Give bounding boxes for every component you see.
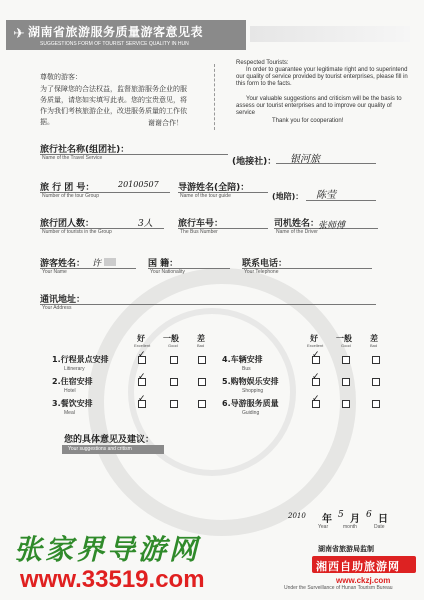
group-no-label-en: Number of the tour Group xyxy=(42,193,99,199)
supervisor-en: Under the Surveillance of Hunan Tourism Bureau xyxy=(284,585,393,591)
rating-header-excellent-right: 好 xyxy=(310,334,318,343)
check-mark-itinerary: ✓ xyxy=(138,350,146,360)
rating-item-shopping: 5.购物娱乐安排 xyxy=(222,377,279,386)
rating-header-good-left: 一般 xyxy=(163,334,179,343)
checkbox-bus-good[interactable] xyxy=(342,356,350,364)
checkbox-meal-bad[interactable] xyxy=(198,400,206,408)
date-year-cn: 年 xyxy=(322,514,332,525)
logo2-name: 湘西自助旅游网 xyxy=(316,560,400,573)
intro-cn-body: 为了保障您的合法权益，监督旅游服务企业的服务质量，请您如实填写此表。您的宝贵意见，将作为我们考核旅游企业，改进服务质量的工作依据。 xyxy=(40,85,187,126)
intro-en-thanks: Thank you for cooperation! xyxy=(272,118,344,124)
rating-header-bad-left: 差 xyxy=(197,334,205,343)
address-label-en: Your Address xyxy=(42,305,72,311)
group-no-value: 20100507 xyxy=(118,180,159,189)
guide-label: 导游姓名(全陪)： xyxy=(178,183,250,193)
checkbox-guiding-good[interactable] xyxy=(342,400,350,408)
intro-cn-thanks: 谢谢合作！ xyxy=(148,119,183,127)
nationality-label-en: Your Nationality xyxy=(150,269,185,275)
local-agency-label: (地接社)： xyxy=(232,157,277,167)
rating-item-guiding-en: Guiding xyxy=(242,410,260,416)
bus-label: 旅行车号： xyxy=(178,219,224,229)
date-day-cn: 日 xyxy=(378,514,388,525)
rating-item-bus: 4.车辆安排 xyxy=(222,355,263,364)
intro-en-greeting: Respected Tourists: xyxy=(236,60,289,66)
rating-item-itinerary: 1.行程景点安排 xyxy=(52,355,109,364)
logo2-url: www.ckzj.com xyxy=(336,576,391,585)
visitor-label-en: Your Name xyxy=(42,269,67,275)
guide-local-value: 陈莹 xyxy=(316,190,336,201)
date-month-value: 5 xyxy=(338,510,344,520)
rating-header-excellent-left-en: Excellent xyxy=(134,343,151,348)
form-title-cn: 湖南省旅游服务质量游客意见表 xyxy=(28,25,204,39)
date-month-en: month xyxy=(343,524,357,530)
group-no-label: 旅 行 团 号： xyxy=(40,183,95,193)
checkbox-bus-bad[interactable] xyxy=(372,356,380,364)
guide-label-en: Name of the tour guide xyxy=(180,193,231,199)
driver-label: 司机姓名： xyxy=(274,219,320,229)
date-day-value: 6 xyxy=(366,510,372,520)
local-agency-value: 银河旅 xyxy=(290,154,320,165)
checkbox-itinerary-good[interactable] xyxy=(170,356,178,364)
rating-item-bus-en: Bus xyxy=(242,366,251,372)
form-title-en: SUGGESTIONS FORM OF TOURIST SERVICE QUALITY IN HUN xyxy=(40,41,189,47)
rating-header-good-left-en: Good xyxy=(168,343,178,348)
bus-label-en: The Bus Number xyxy=(180,229,218,235)
rating-header-excellent-right-en: Excellent xyxy=(307,343,324,348)
checkbox-hotel-good[interactable] xyxy=(170,378,178,386)
check-mark-bus: ✓ xyxy=(312,350,320,360)
rating-item-guiding: 6.导游服务质量 xyxy=(222,399,279,408)
rating-item-hotel: 2.住宿安排 xyxy=(52,377,93,386)
agency-label: 旅行社名称(组团社)： xyxy=(40,145,130,155)
intro-divider xyxy=(214,64,215,130)
rating-header-bad-right: 差 xyxy=(370,334,378,343)
checkbox-guiding-bad[interactable] xyxy=(372,400,380,408)
rating-header-bad-right-en: Bad xyxy=(370,343,378,348)
driver-label-en: Name of the Driver xyxy=(276,229,318,235)
check-mark-guiding: ✓ xyxy=(312,394,320,404)
checkbox-hotel-bad[interactable] xyxy=(198,378,206,386)
rating-header-good-right-en: Good xyxy=(341,343,351,348)
checkbox-shopping-bad[interactable] xyxy=(372,378,380,386)
checkbox-meal-good[interactable] xyxy=(170,400,178,408)
visitor-label: 游客姓名： xyxy=(40,259,86,269)
intro-en-body2: Your valuable suggestions and criticism will be the basis to assess our tourist enterprises and to improve our quality of service xyxy=(236,96,402,116)
driver-value: 张师傅 xyxy=(318,221,346,231)
rating-header-bad-left-en: Bad xyxy=(197,343,205,348)
intro-en-body: In order to guarantee your legitimate right and to superintend our quality of service provided by tourist enterprises, please fill in this form to the facts. xyxy=(236,67,408,87)
rating-item-shopping-en: Shopping xyxy=(242,388,264,394)
visitor-redaction xyxy=(104,258,116,266)
intro-cn-greeting: 尊敬的游客： xyxy=(40,73,82,81)
check-mark-shopping: ✓ xyxy=(312,372,320,382)
suggestions-label: 您的具体意见及建议： xyxy=(64,435,155,445)
watermark-site-url: www.33519.com xyxy=(20,566,205,593)
suggestions-textarea[interactable] xyxy=(62,456,392,504)
tourists-label: 旅行团人数： xyxy=(40,219,95,229)
supervisor-cn: 湖南省旅游局监制 xyxy=(318,545,374,553)
checkbox-shopping-good[interactable] xyxy=(342,378,350,386)
rating-item-hotel-en: Hotel xyxy=(64,388,76,394)
address-label: 通讯地址： xyxy=(40,295,86,305)
check-mark-hotel: ✓ xyxy=(138,372,146,382)
phone-label-en: Your Telephone xyxy=(244,269,279,275)
tourists-value: 3人 xyxy=(138,219,153,229)
agency-label-en: Name of the Travel Service xyxy=(42,155,103,161)
phone-label: 联系电话： xyxy=(242,259,288,269)
header-faded-text xyxy=(250,26,410,42)
guide-local-label: (地陪)： xyxy=(272,192,304,201)
suggestions-label-en: Your suggestions and critism xyxy=(68,446,132,452)
address-field[interactable] xyxy=(40,304,376,305)
checkbox-itinerary-bad[interactable] xyxy=(198,356,206,364)
tourists-label-en: Number of tourists in the Group xyxy=(42,229,112,235)
nationality-label: 国 籍： xyxy=(148,259,179,269)
watermark-site-name: 张家界导游网 xyxy=(14,533,201,566)
rating-header-good-right: 一般 xyxy=(336,334,352,343)
date-day-en: Date xyxy=(374,524,385,530)
date-month-cn: 月 xyxy=(350,514,360,525)
header-mark-icon: ✈ xyxy=(13,26,25,42)
check-mark-meal: ✓ xyxy=(138,394,146,404)
date-year-value: 2010 xyxy=(288,512,306,520)
rating-item-meal: 3.餐饮安排 xyxy=(52,399,93,408)
visitor-value: 许 xyxy=(92,259,102,269)
rating-header-excellent-left: 好 xyxy=(137,334,145,343)
rating-item-itinerary-en: Litinerary xyxy=(64,366,85,372)
rating-item-meal-en: Meal xyxy=(64,410,75,416)
date-year-en: Year xyxy=(318,524,329,530)
